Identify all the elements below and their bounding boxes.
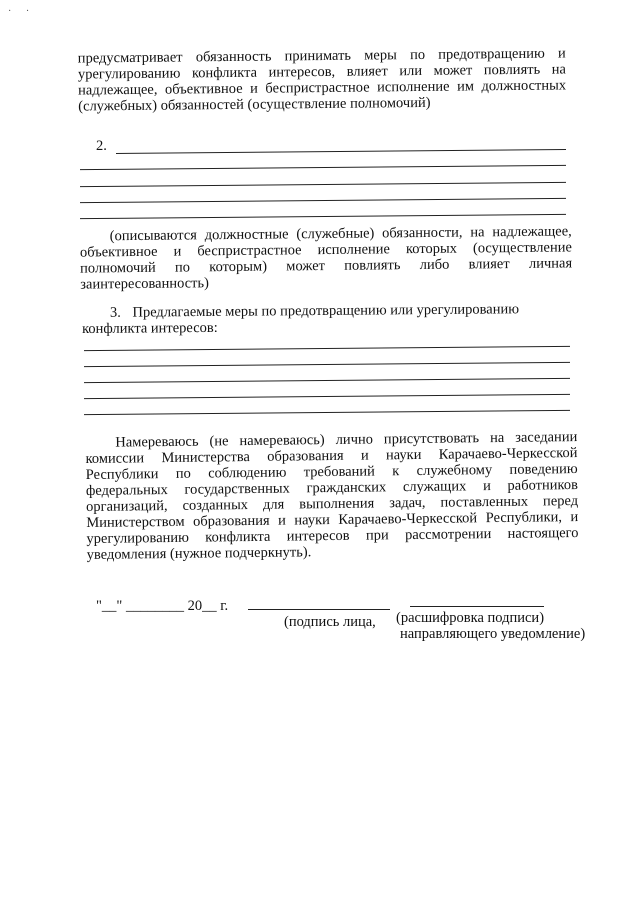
caption-line-1: (описываются должностные (служебные) обязанности, на надлежащее, bbox=[109, 223, 572, 245]
fill-line bbox=[80, 165, 566, 170]
intention-line-3: Республики по соблюдению требований к служебному поведению bbox=[85, 460, 578, 484]
date-field: "__" ________ 20__ г. bbox=[96, 598, 229, 614]
fill-line bbox=[80, 182, 566, 187]
section-3-number: 3. bbox=[109, 304, 121, 321]
section-3-title: Предлагаемые меры по предотвращению или урегулированию bbox=[132, 301, 520, 321]
fill-line bbox=[84, 410, 570, 415]
decryption-caption-2: направляющего уведомление) bbox=[400, 626, 586, 642]
intro-line-4: (служебных) обязанностей (осуществление полномочий) bbox=[78, 94, 431, 115]
intro-line-1: предусматривает обязанность принимать меры по предотвращению и bbox=[77, 45, 566, 67]
intention-line-5: организаций, созданных для выполнения задач, поставленных перед bbox=[86, 492, 579, 516]
fill-line bbox=[84, 346, 570, 351]
intention-paragraph bbox=[85, 429, 579, 563]
section-3-line-2: конфликта интересов: bbox=[82, 319, 218, 338]
fill-line bbox=[84, 394, 570, 399]
fill-line bbox=[80, 214, 566, 219]
caption-line-3: полномочий по которым) может повлиять либо влияет личная bbox=[80, 255, 573, 277]
intro-line-2: урегулированию конфликта интересов, влияет или может повлиять на bbox=[77, 61, 566, 83]
caption-line-4: заинтересованность) bbox=[80, 275, 209, 293]
intro-paragraph bbox=[78, 45, 567, 114]
fill-line bbox=[80, 198, 566, 203]
decryption-caption-1: (расшифровка подписи) bbox=[396, 610, 545, 626]
fill-line bbox=[116, 149, 566, 154]
intention-line-8: уведомления (нужное подчеркнуть). bbox=[86, 544, 312, 564]
intro-line-3: надлежащее, объективное и беспристрастное исполнение им должностных bbox=[78, 77, 567, 99]
signature-caption: (подпись лица, bbox=[284, 614, 376, 630]
section-3-heading bbox=[82, 301, 552, 337]
section-2-number: 2. bbox=[96, 138, 107, 154]
intention-line-2: комиссии Министерства образования и науки Карачаево-Черкесской bbox=[85, 444, 578, 468]
intention-line-4: федеральных государственных гражданских служащих и работников bbox=[85, 476, 578, 500]
intention-line-7: урегулированию конфликта интересов при рассмотрении настоящего bbox=[86, 524, 579, 548]
signature-line bbox=[248, 609, 390, 610]
section-2-caption bbox=[80, 223, 573, 292]
scan-specks: · · bbox=[8, 6, 36, 17]
intention-line-6: Министерством образования и науки Карачаево-Черкесской Республики, и bbox=[86, 508, 579, 532]
fill-line bbox=[84, 362, 570, 367]
intention-line-1: Намереваюсь (не намереваюсь) лично присутствовать на заседании bbox=[115, 428, 578, 451]
decryption-line bbox=[410, 606, 544, 607]
caption-line-2: объективное и беспристрастное исполнение которых (осуществление bbox=[79, 239, 572, 261]
fill-line bbox=[84, 378, 570, 383]
